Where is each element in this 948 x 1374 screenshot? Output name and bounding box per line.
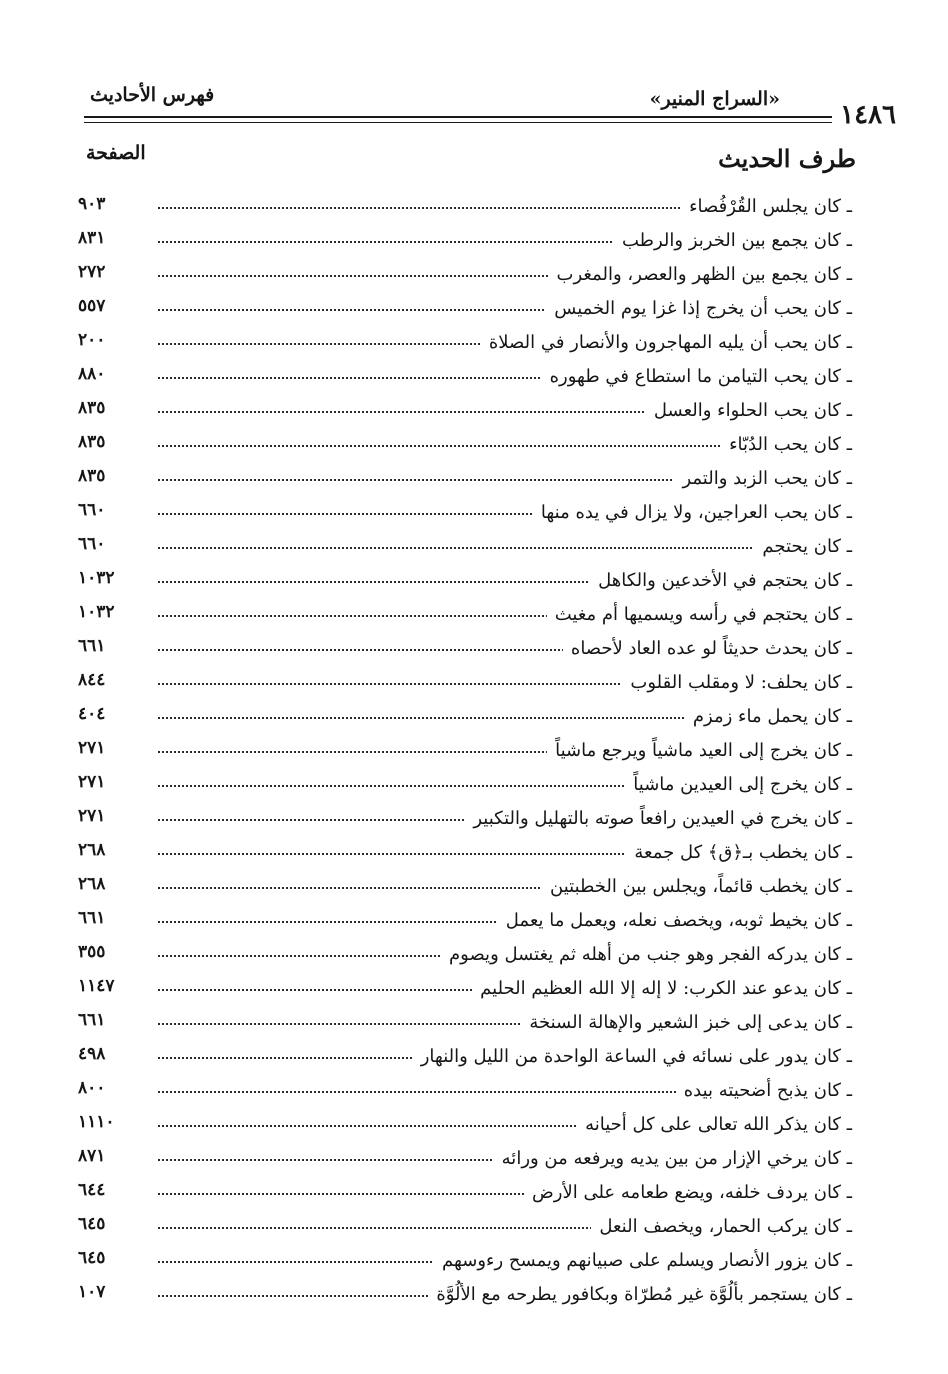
hadith-text: ـ كان يخرج في العيدين رافعاً صوته بالتهليل والتكبير [465,808,852,830]
page-ref: ٦٦١ [78,636,106,656]
index-entry-row [78,666,852,700]
page-number: ١٤٨٦ [840,100,896,130]
hadith-text: ـ كان يحدث حديثاً لو عده العاد لأحصاه [563,638,852,660]
column-header-hadith: طرف الحديث [718,144,856,173]
index-entry-row [78,1210,852,1244]
hadith-text: ـ كان يزور الأنصار ويسلم على صبيانهم ويمسح رءوسهم [434,1250,852,1272]
header-rule-thin [84,122,832,123]
page-ref: ١١١٠ [78,1112,115,1132]
hadith-text: ـ كان يحب أن يليه المهاجرون والأنصار في الصلاة [481,332,852,354]
hadith-text: ـ كان يجلس القُرْفُصاء [681,196,852,218]
page-ref: ٦٦١ [78,908,106,928]
page-ref: ٩٠٣ [78,194,106,214]
index-entry-row [78,1176,852,1210]
page-ref: ٦٦١ [78,1010,106,1030]
hadith-text: ـ كان يدعى إلى خبز الشعير والإهالة السنخة [521,1012,852,1034]
index-entry-row [78,326,852,360]
hadith-text: ـ كان يحتجم [754,536,852,558]
index-entry-row [78,462,852,496]
index-entry-row [78,530,852,564]
hadith-text: ـ كان يخرج إلى العيدين ماشياً [625,774,852,796]
index-entry-row [78,972,852,1006]
page-ref: ٥٥٧ [78,296,106,316]
page-ref: ٢٦٨ [78,840,106,860]
hadith-text: ـ كان يخرج إلى العيد ماشياً ويرجع ماشياً [547,740,852,762]
index-entry-row [78,632,852,666]
hadith-text: ـ كان يجمع بين الخربز والرطب [614,230,852,252]
page-ref: ٢٧١ [78,738,106,758]
index-entry-row [78,1244,852,1278]
index-entry-row [78,1006,852,1040]
index-entry-row [78,258,852,292]
index-entry-row [78,394,852,428]
page-ref: ٣٥٥ [78,942,106,962]
index-entries-list [78,190,852,1312]
index-entry-row [78,428,852,462]
page-ref: ٨٣٥ [78,466,106,486]
page-ref: ٦٦٠ [78,500,106,520]
book-title: «السراج المنير» [649,88,780,110]
hadith-text: ـ كان يردف خلفه، ويضع طعامه على الأرض [524,1182,852,1204]
index-entry-row [78,768,852,802]
index-entry-row [78,700,852,734]
page-ref: ٨٣٥ [78,398,106,418]
page-ref: ٦٤٤ [78,1180,106,1200]
hadith-text: ـ كان يحب الدُبّاء [721,434,852,456]
page-ref: ٢٧٢ [78,262,106,282]
page-ref: ٤٩٨ [78,1044,106,1064]
dot-leader [158,547,852,549]
hadith-text: ـ كان يذكر الله تعالى على كل أحيانه [577,1114,852,1136]
column-header-page: الصفحة [86,142,146,164]
hadith-text: ـ كان يحمل ماء زمزم [685,706,852,728]
index-entry-row [78,598,852,632]
index-entry-row [78,1278,852,1312]
hadith-text: ـ كان يجمع بين الظهر والعصر، والمغرب [549,264,852,286]
page-ref: ٦٤٥ [78,1248,106,1268]
page-ref: ٨٣٥ [78,432,106,452]
index-entry-row [78,938,852,972]
page-ref: ٢٠٠ [78,330,106,350]
running-header [78,80,896,130]
hadith-text: ـ كان يخيط ثوبه، ويخصف نعله، ويعمل ما يعمل [498,910,852,932]
page-ref: ٢٧١ [78,806,106,826]
index-entry-row [78,1108,852,1142]
index-entry-row [78,1074,852,1108]
hadith-text: ـ كان يحتجم في رأسه ويسميها أم مغيث [547,604,852,626]
hadith-text: ـ كان يخطب قائماً، ويجلس بين الخطبتين [542,876,852,898]
hadith-text: ـ كان يرخي الإزار من بين يديه ويرفعه من ورائه [494,1148,852,1170]
hadith-text: ـ كان يدركه الفجر وهو جنب من أهله ثم يغتسل ويصوم [441,944,852,966]
page-ref: ٦٦٠ [78,534,106,554]
index-entry-row [78,836,852,870]
index-entry-row [78,734,852,768]
page-ref: ٢٧١ [78,772,106,792]
index-entry-row [78,224,852,258]
page-ref: ٦٤٥ [78,1214,106,1234]
index-entry-row [78,496,852,530]
hadith-text: ـ كان يحب الحلواء والعسل [646,400,852,422]
index-entry-row [78,1040,852,1074]
index-entry-row [78,360,852,394]
page-ref: ٤٠٤ [78,704,106,724]
index-entry-row [78,292,852,326]
hadith-text: ـ كان يذبح أضحيته بيده [676,1080,852,1102]
page-ref: ٨٠٠ [78,1078,106,1098]
hadith-text: ـ كان يدعو عند الكرب: لا إله إلا الله العظيم الحليم [472,978,852,1000]
page-ref: ٨٧١ [78,1146,106,1166]
hadith-text: ـ كان يحب التيامن ما استطاع في طهوره [542,366,852,388]
hadith-text: ـ كان يحب الزبد والتمر [674,468,852,490]
hadith-text: ـ كان يستجمر بألُوَّة غير مُطرّاة وبكافور يطرحه مع الألُوَّة [428,1284,852,1306]
page-ref: ٨٣١ [78,228,106,248]
page-ref: ١٠٧ [78,1282,106,1302]
index-entry-row [78,1142,852,1176]
hadith-text: ـ كان يحلف: لا ومقلب القلوب [622,672,852,694]
page-ref: ١١٤٧ [78,976,115,996]
page-ref: ١٠٣٢ [78,568,115,588]
page-ref: ٢٦٨ [78,874,106,894]
index-entry-row [78,564,852,598]
hadith-text: ـ كان يدور على نسائه في الساعة الواحدة من الليل والنهار [413,1046,852,1068]
index-entry-row [78,190,852,224]
page-ref: ٨٨٠ [78,364,106,384]
index-entry-row [78,904,852,938]
hadith-text: ـ كان يحب العراجين، ولا يزال في يده منها [533,502,852,524]
hadith-text: ـ كان يركب الحمار، ويخصف النعل [591,1216,852,1238]
hadith-text: ـ كان يحب أن يخرج إذا غزا يوم الخميس [546,298,852,320]
hadith-text: ـ كان يخطب بـ﴿ق﴾ كل جمعة [626,842,852,864]
header-rule-thick [84,116,832,118]
index-entry-row [78,802,852,836]
page-ref: ١٠٣٢ [78,602,115,622]
page-ref: ٨٤٤ [78,670,106,690]
hadith-text: ـ كان يحتجم في الأخدعين والكاهل [590,570,852,592]
section-title: فهرس الأحاديث [90,84,215,106]
index-entry-row [78,870,852,904]
